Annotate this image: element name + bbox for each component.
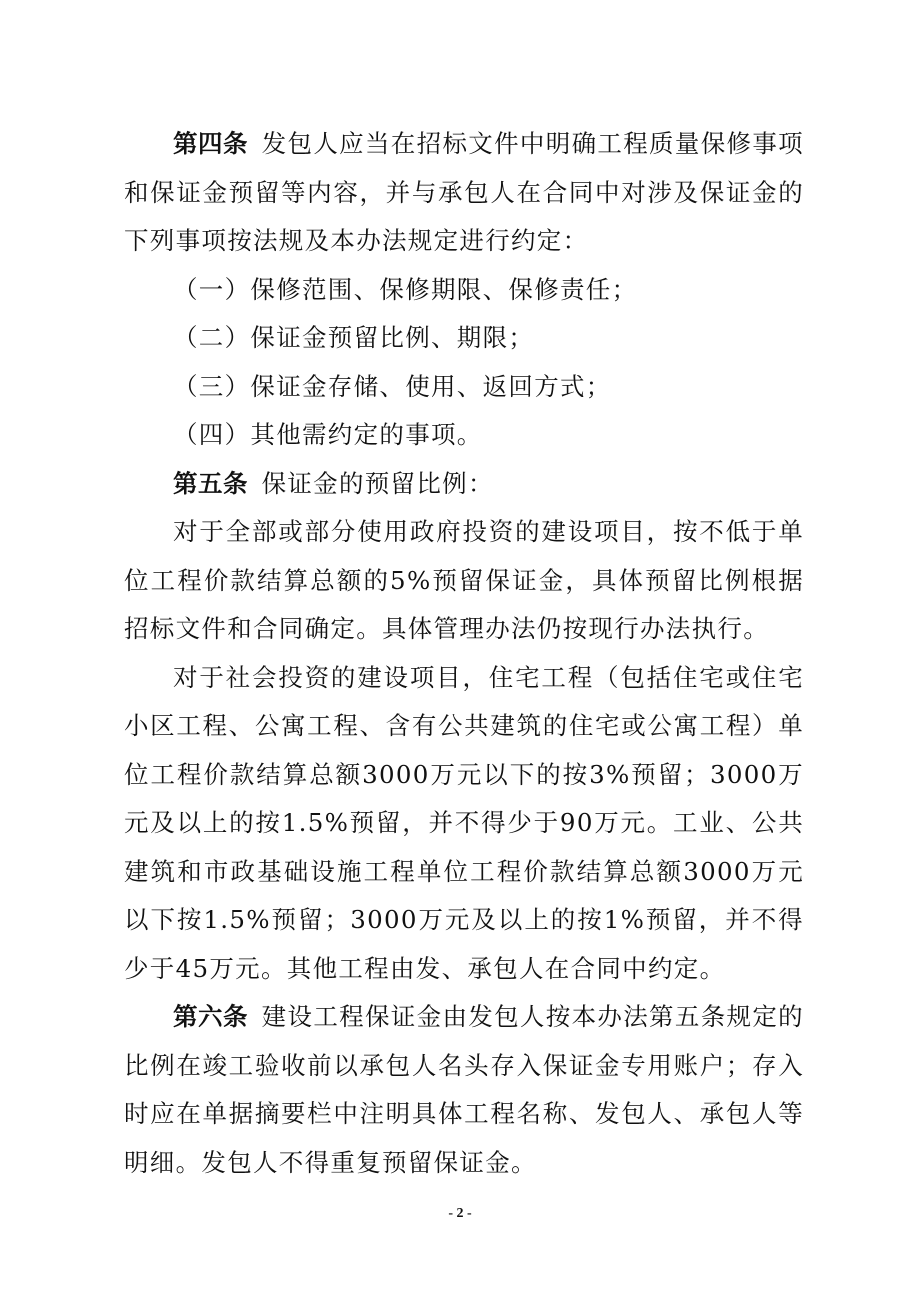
list-item: （三）保证金存储、使用、返回方式； [173,371,612,401]
page-number: - 2 - [448,1206,472,1221]
list-item: （二）保证金预留比例、期限； [173,323,535,352]
article-4-heading: 第四条 [173,129,249,158]
article-4-text: 发包人应当在招标文件中明确工程质量保修事项和保证金预留等内容，并与承包人在合同中对涉及保证金的下列事项按法规及本办法规定进行约定： [124,129,804,255]
article-6 [124,993,804,1187]
article-5-text: 保证金的预留比例： [261,468,494,498]
article-6-heading: 第六条 [173,1002,249,1031]
document-body [124,120,804,1187]
paragraph-social-investment: 对于社会投资的建设项目，住宅工程（包括住宅或住宅小区工程、公寓工程、含有公共建筑的住宅或公寓工程）单位工程价款结算总额3000万元以下的按3%预留；3000万元及以上的按1.5%预留，并不得少于90万元。工业、公共建筑和市政基础设施工程单位工程价款结算总额3000万元以下按1.5%预留；3000万元及以上的按1%预留，并不得少于45万元。其他工程由发、承包人在合同中约定。 [124,662,804,983]
list-item: （一）保修范围、保修期限、保修责任； [173,274,638,304]
article-6-text: 建设工程保证金由发包人按本办法第五条规定的比例在竣工验收前以承包人名头存入保证金专用账户；存入时应在单据摘要栏中注明具体工程名称、发包人、承包人等明细。发包人不得重复预留保证金。 [124,1002,804,1177]
article-4 [124,120,804,266]
article-5 [124,460,804,509]
list-item: （四）其他需约定的事项。 [173,420,483,449]
article-5-heading: 第五条 [173,468,248,498]
paragraph-government-investment: 对于全部或部分使用政府投资的建设项目，按不低于单位工程价款结算总额的5%预留保证金，具体预留比例根据招标文件和合同确定。具体管理办法仍按现行办法执行。 [124,517,804,643]
